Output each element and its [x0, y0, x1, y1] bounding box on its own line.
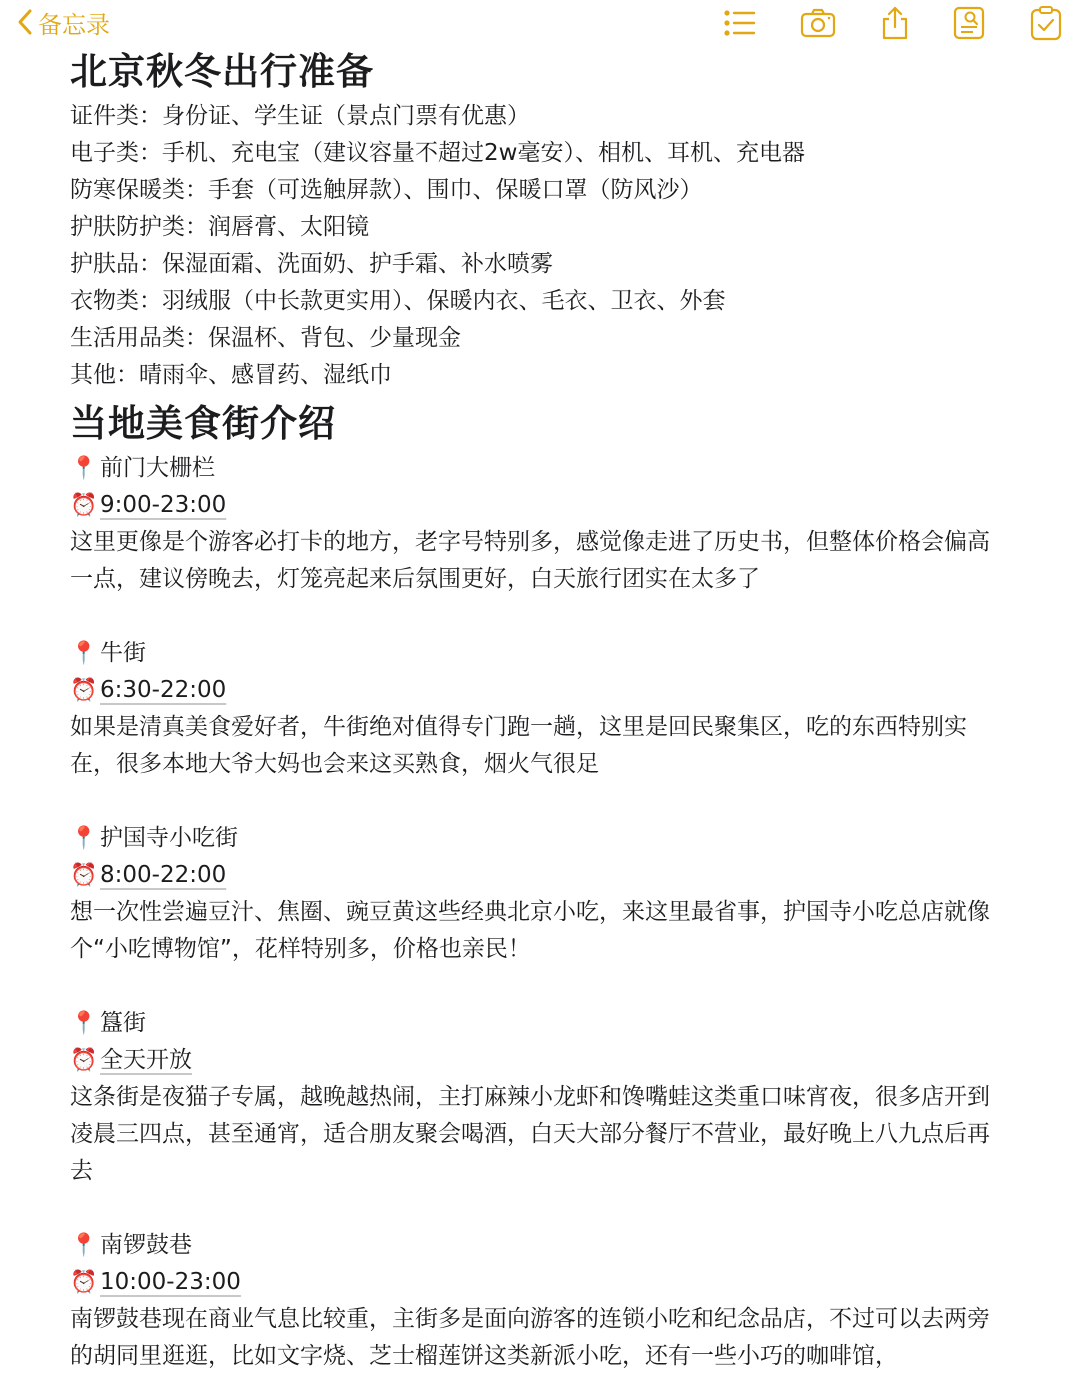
- food-street-entry: [70, 1005, 1010, 1227]
- round-pushpin-icon: 📍: [70, 1011, 98, 1036]
- alarm-clock-icon: ⏰: [70, 678, 98, 703]
- list-item: 其他：晴雨伞、感冒药、湿纸巾: [70, 362, 392, 388]
- back-label: 备忘录: [38, 10, 110, 39]
- section-heading: 当地美食街介绍: [70, 402, 336, 445]
- share-icon[interactable]: [877, 5, 913, 41]
- camera-icon[interactable]: [800, 5, 836, 41]
- street-description: 这条街是夜猫子专属，越晚越热闹，主打麻辣小龙虾和馋嘴蛙这类重口味宵夜，很多店开到凌晨三四点，甚至通宵，适合朋友聚会喝酒，白天大部分餐厅不营业，最好晚上八九点后再去: [70, 1084, 990, 1184]
- alarm-clock-icon: ⏰: [70, 493, 98, 518]
- street-description: 想一次性尝遍豆汁、焦圈、豌豆黄这些经典北京小吃，来这里最省事，护国寺小吃总店就像个“小吃博物馆”，花样特别多，价格也亲民！: [70, 899, 990, 962]
- street-name: 南锣鼓巷: [100, 1232, 192, 1258]
- back-button[interactable]: [14, 6, 110, 38]
- list-item: 电子类：手机、充电宝（建议容量不超过2w毫安）、相机、耳机、充电器: [70, 140, 805, 166]
- food-street-entry: [70, 450, 1010, 635]
- alarm-clock-icon: ⏰: [70, 863, 98, 888]
- list-item: 证件类：身份证、学生证（景点门票有优惠）: [70, 103, 530, 129]
- round-pushpin-icon: 📍: [70, 1233, 98, 1258]
- list-item: 防寒保暖类：手套（可选触屏款）、围巾、保暖口罩（防风沙）: [70, 177, 703, 203]
- street-name: 护国寺小吃街: [100, 825, 238, 851]
- street-description: 这里更像是个游客必打卡的地方，老字号特别多，感觉像走进了历史书，但整体价格会偏高一点，建议傍晚去，灯笼亮起来后氛围更好，白天旅行团实在太多了: [70, 529, 990, 592]
- street-description: 如果是清真美食爱好者，牛街绝对值得专门跑一趟，这里是回民聚集区，吃的东西特别实在，很多本地大爷大妈也会来这买熟食，烟火气很足: [70, 714, 967, 777]
- food-street-entry: [70, 820, 1010, 1005]
- toolbar: [0, 0, 1080, 46]
- street-name: 前门大栅栏: [100, 455, 215, 481]
- opening-hours: 全天开放: [100, 1047, 192, 1073]
- note-title: 北京秋冬出行准备: [70, 50, 374, 93]
- round-pushpin-icon: 📍: [70, 641, 98, 666]
- round-pushpin-icon: 📍: [70, 456, 98, 481]
- note-body[interactable]: [70, 46, 1010, 1375]
- opening-hours: 6:30-22:00: [100, 677, 227, 703]
- food-street-entry: [70, 635, 1010, 820]
- opening-hours: 10:00-23:00: [100, 1269, 241, 1295]
- chevron-left-icon: [14, 6, 36, 38]
- round-pushpin-icon: 📍: [70, 826, 98, 851]
- street-name: 牛街: [100, 640, 146, 666]
- alarm-clock-icon: ⏰: [70, 1048, 98, 1073]
- street-name: 簋街: [100, 1010, 146, 1036]
- list-item: 护肤防护类：润唇膏、太阳镜: [70, 214, 369, 240]
- list-item: 生活用品类：保温杯、背包、少量现金: [70, 325, 461, 351]
- street-description: 南锣鼓巷现在商业气息比较重，主街多是面向游客的连锁小吃和纪念品店，不过可以去两旁的胡同里逛逛，比如文字烧、芝士榴莲饼这类新派小吃，还有一些小巧的咖啡馆，: [70, 1306, 990, 1369]
- food-street-entry: [70, 1227, 1010, 1375]
- list-item: 护肤品：保湿面霜、洗面奶、护手霜、补水喷雾: [70, 251, 553, 277]
- alarm-clock-icon: ⏰: [70, 1270, 98, 1295]
- opening-hours: 8:00-22:00: [100, 862, 227, 888]
- markup-icon[interactable]: [951, 5, 987, 41]
- new-note-icon[interactable]: [1028, 5, 1064, 41]
- packing-list: [70, 98, 1010, 394]
- list-item: 衣物类：羽绒服（中长款更实用）、保暖内衣、毛衣、卫衣、外套: [70, 288, 726, 314]
- checklist-icon[interactable]: [720, 5, 756, 41]
- opening-hours: 9:00-23:00: [100, 492, 227, 518]
